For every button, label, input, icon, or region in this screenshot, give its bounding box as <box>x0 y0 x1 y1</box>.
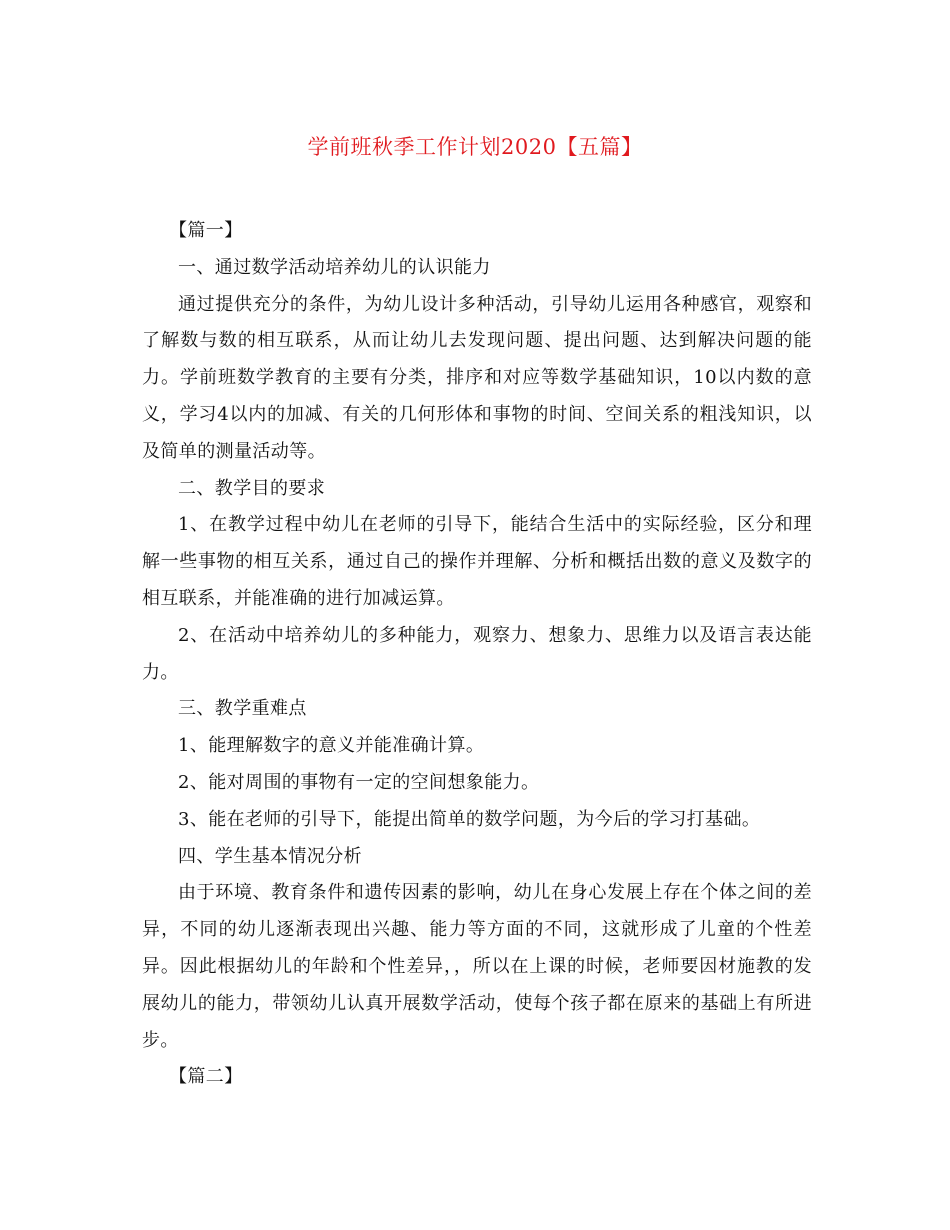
section-heading-part-two: 【篇二】 <box>169 1066 243 1088</box>
heading-2: 二、教学目的要求 <box>178 477 326 499</box>
list-item-2: 2、能对周围的事物有一定的空间想象能力。 <box>178 771 540 793</box>
paragraph-4: 由于环境、教育条件和遗传因素的影响，幼儿在身心发展上存在个体之间的差异，不同的幼儿逐渐表现出兴趣、能力等方面的不同，这就形成了儿童的个性差异。因此根据幼儿的年龄和个性差异，，所以在上课的时候，老师要因材施教的发展幼儿的能力，带领幼儿认真开展数学活动，使每个孩子都在原来的基础上有所进步。 <box>142 882 812 1051</box>
heading-1: 一、通过数学活动培养幼儿的认识能力 <box>178 256 491 278</box>
paragraph-2: 1、在教学过程中幼儿在老师的引导下，能结合生活中的实际经验，区分和理解一些事物的相互关系，通过自己的操作并理解、分析和概括出数的意义及数字的相互联系，并能准确的进行加减运算。 <box>142 514 812 609</box>
paragraph-1: 通过提供充分的条件，为幼儿设计多种活动，引导幼儿运用各种感官，观察和了解数与数的相互联系，从而让幼儿去发现问题、提出问题、达到解决问题的能力。学前班数学教育的主要有分类，排序和对应等数学基础知识，10以内数的意义，学习4以内的加减、有关的几何形体和事物的时间、空间关系的粗浅知识，以及简单的测量活动等。 <box>142 293 812 462</box>
section-heading-part-one: 【篇一】 <box>169 220 243 241</box>
heading-4: 四、学生基本情况分析 <box>178 845 362 867</box>
heading-3: 三、教学重难点 <box>178 698 307 720</box>
document-title: 学前班秋季工作计划2020【五篇】 <box>307 135 643 159</box>
list-item-1: 1、能理解数字的意义并能准确计算。 <box>178 735 485 757</box>
list-item-3: 3、能在老师的引导下，能提出简单的数学问题，为今后的学习打基础。 <box>178 808 761 830</box>
paragraph-3: 2、在活动中培养幼儿的多种能力，观察力、想象力、思维力以及语言表达能力。 <box>142 624 812 683</box>
document-body <box>142 213 812 1096</box>
